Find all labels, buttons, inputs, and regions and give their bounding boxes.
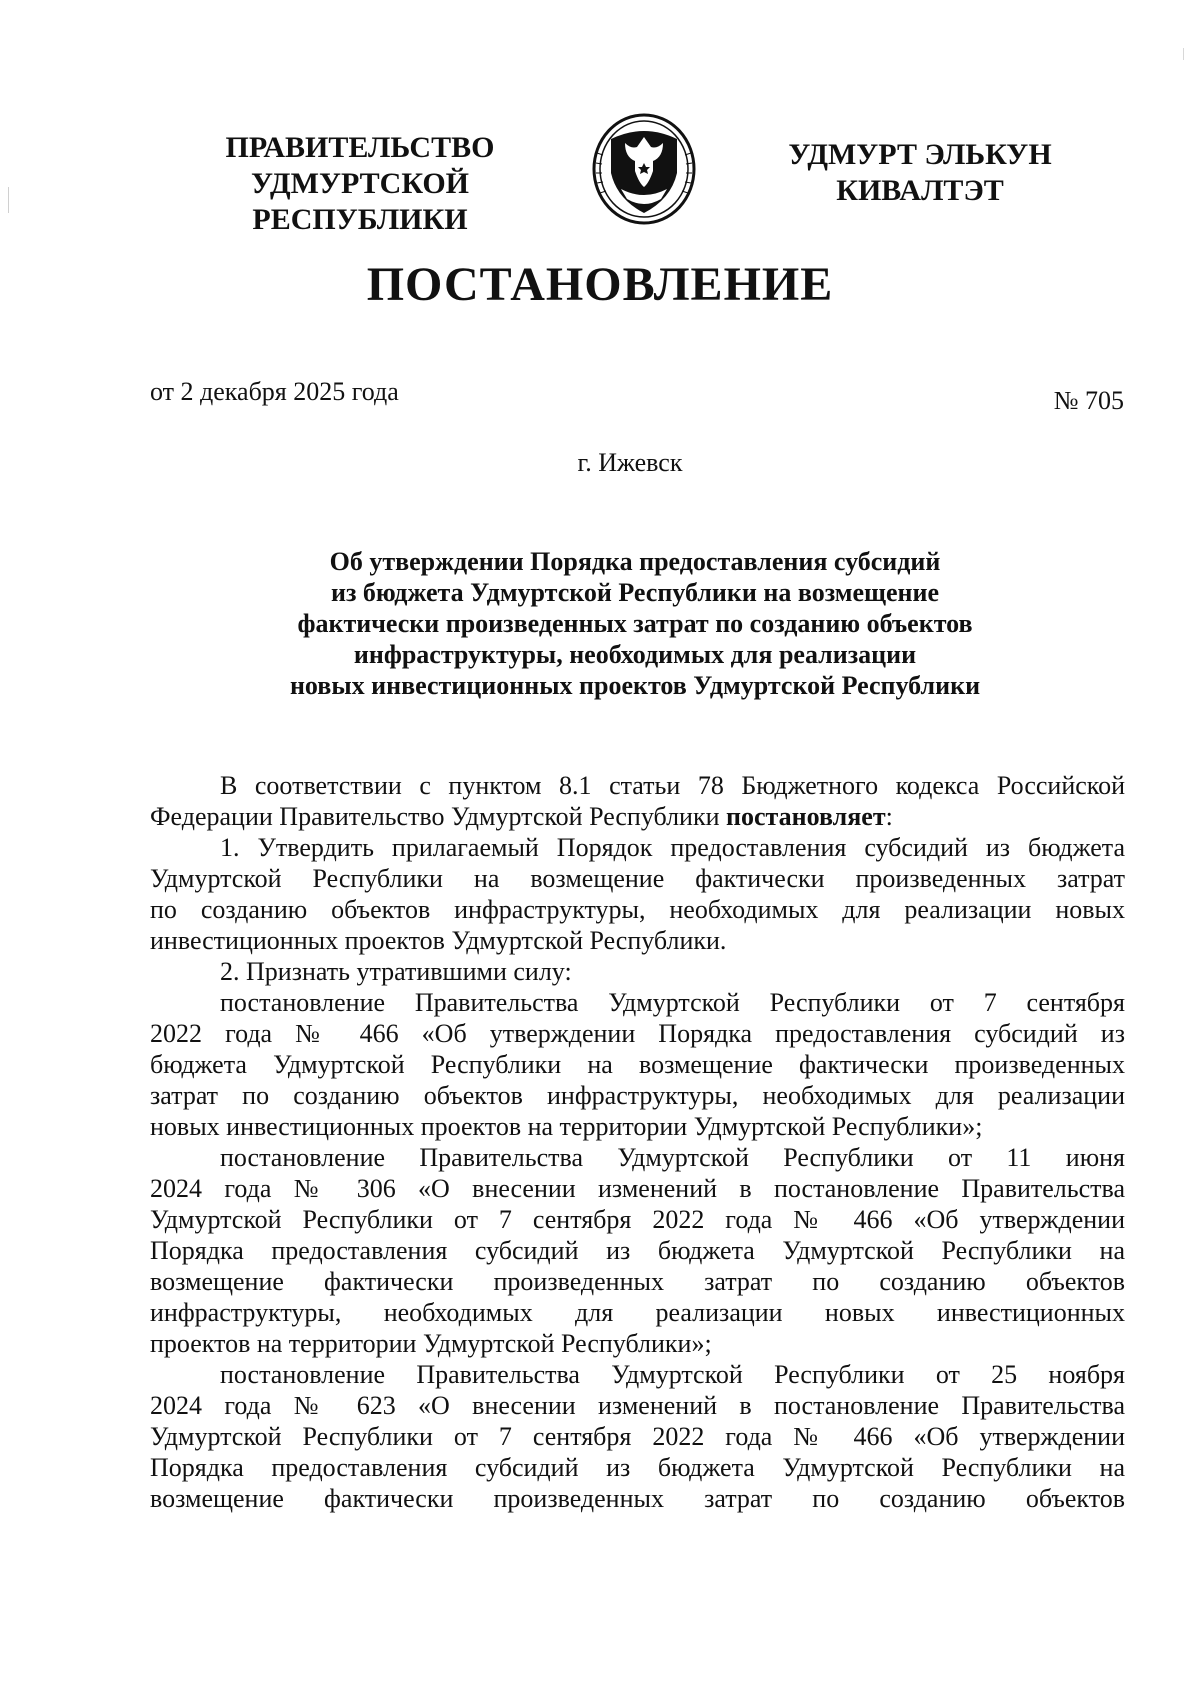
body-line: бюджета Удмуртской Республики на возмещение фактически произведенных — [150, 1050, 1125, 1079]
body-line: 2024 года № 623 «О внесении изменений в постановление Правительства — [150, 1391, 1125, 1420]
body-line: Порядка предоставления субсидий из бюджета Удмуртской Республики на — [150, 1453, 1125, 1482]
title-line: новых инвестиционных проектов Удмуртской Республики — [289, 671, 981, 700]
header-right-line: УДМУРТ ЭЛЬКУН — [788, 138, 1052, 171]
preamble-colon: : — [885, 802, 893, 831]
body-line: новых инвестиционных проектов на территории Удмуртской Республики»; — [150, 1112, 983, 1141]
document-city: г. Ижевск — [577, 448, 683, 477]
body-line: постановление Правительства Удмуртской Республики от 11 июня — [220, 1143, 1125, 1172]
body-line: Порядка предоставления субсидий из бюджета Удмуртской Республики на — [150, 1236, 1125, 1265]
body-line: 2. Признать утратившими силу: — [220, 957, 572, 986]
preamble-text: Федерации Правительство Удмуртской Республики — [150, 802, 727, 831]
document-title — [150, 546, 1120, 701]
body-line: по созданию объектов инфраструктуры, необходимых для реализации новых — [150, 895, 1125, 924]
document-type: ПОСТАНОВЛЕНИЕ — [366, 258, 834, 311]
document-date: от 2 декабря 2025 года — [150, 377, 399, 406]
header-left-line: УДМУРТСКОЙ РЕСПУБЛИКИ — [251, 167, 469, 236]
government-name-russian — [140, 130, 580, 238]
body-line: В соответствии с пунктом 8.1 статьи 78 Бюджетного кодекса Российской — [220, 771, 1125, 800]
body-line: Удмуртской Республики от 7 сентября 2022 года № 466 «Об утверждении — [150, 1422, 1125, 1451]
government-name-udmurt — [770, 137, 1070, 209]
title-line: из бюджета Удмуртской Республики на возмещение — [330, 578, 940, 607]
body-line — [150, 801, 1125, 832]
document-body — [150, 770, 1125, 1514]
body-line: постановление Правительства Удмуртской Республики от 7 сентября — [220, 988, 1125, 1017]
body-line: 2022 года № 466 «Об утверждении Порядка предоставления субсидий из — [150, 1019, 1125, 1048]
body-line: Удмуртской Республики на возмещение фактически произведенных затрат — [150, 864, 1125, 893]
body-line: постановление Правительства Удмуртской Республики от 25 ноября — [220, 1360, 1125, 1389]
body-line: инфраструктуры, необходимых для реализации новых инвестиционных — [150, 1298, 1125, 1327]
body-line: возмещение фактически произведенных затрат по созданию объектов — [150, 1484, 1125, 1513]
header-left-line: ПРАВИТЕЛЬСТВО — [225, 131, 495, 164]
title-line: фактически произведенных затрат по созданию объектов — [297, 609, 973, 638]
coat-of-arms-icon — [591, 113, 697, 225]
body-line: возмещение фактически произведенных затрат по созданию объектов — [150, 1267, 1125, 1296]
document-number: № 705 — [1053, 386, 1124, 415]
scan-mark — [1183, 48, 1184, 60]
body-line: Удмуртской Республики от 7 сентября 2022 года № 466 «Об утверждении — [150, 1205, 1125, 1234]
scan-mark — [8, 187, 9, 213]
body-line: 2024 года № 306 «О внесении изменений в постановление Правительства — [150, 1174, 1125, 1203]
title-line: инфраструктуры, необходимых для реализации — [353, 640, 917, 669]
body-line: проектов на территории Удмуртской Республики»; — [150, 1329, 712, 1358]
body-line: инвестиционных проектов Удмуртской Республики. — [150, 926, 727, 955]
body-line: 1. Утвердить прилагаемый Порядок предоставления субсидий из бюджета — [220, 833, 1125, 862]
body-line: затрат по созданию объектов инфраструктуры, необходимых для реализации — [150, 1081, 1125, 1110]
header-right-line: КИВАЛТЭТ — [836, 174, 1004, 207]
title-line: Об утверждении Порядка предоставления субсидий — [329, 547, 941, 576]
preamble-verb: постановляет — [726, 802, 886, 831]
